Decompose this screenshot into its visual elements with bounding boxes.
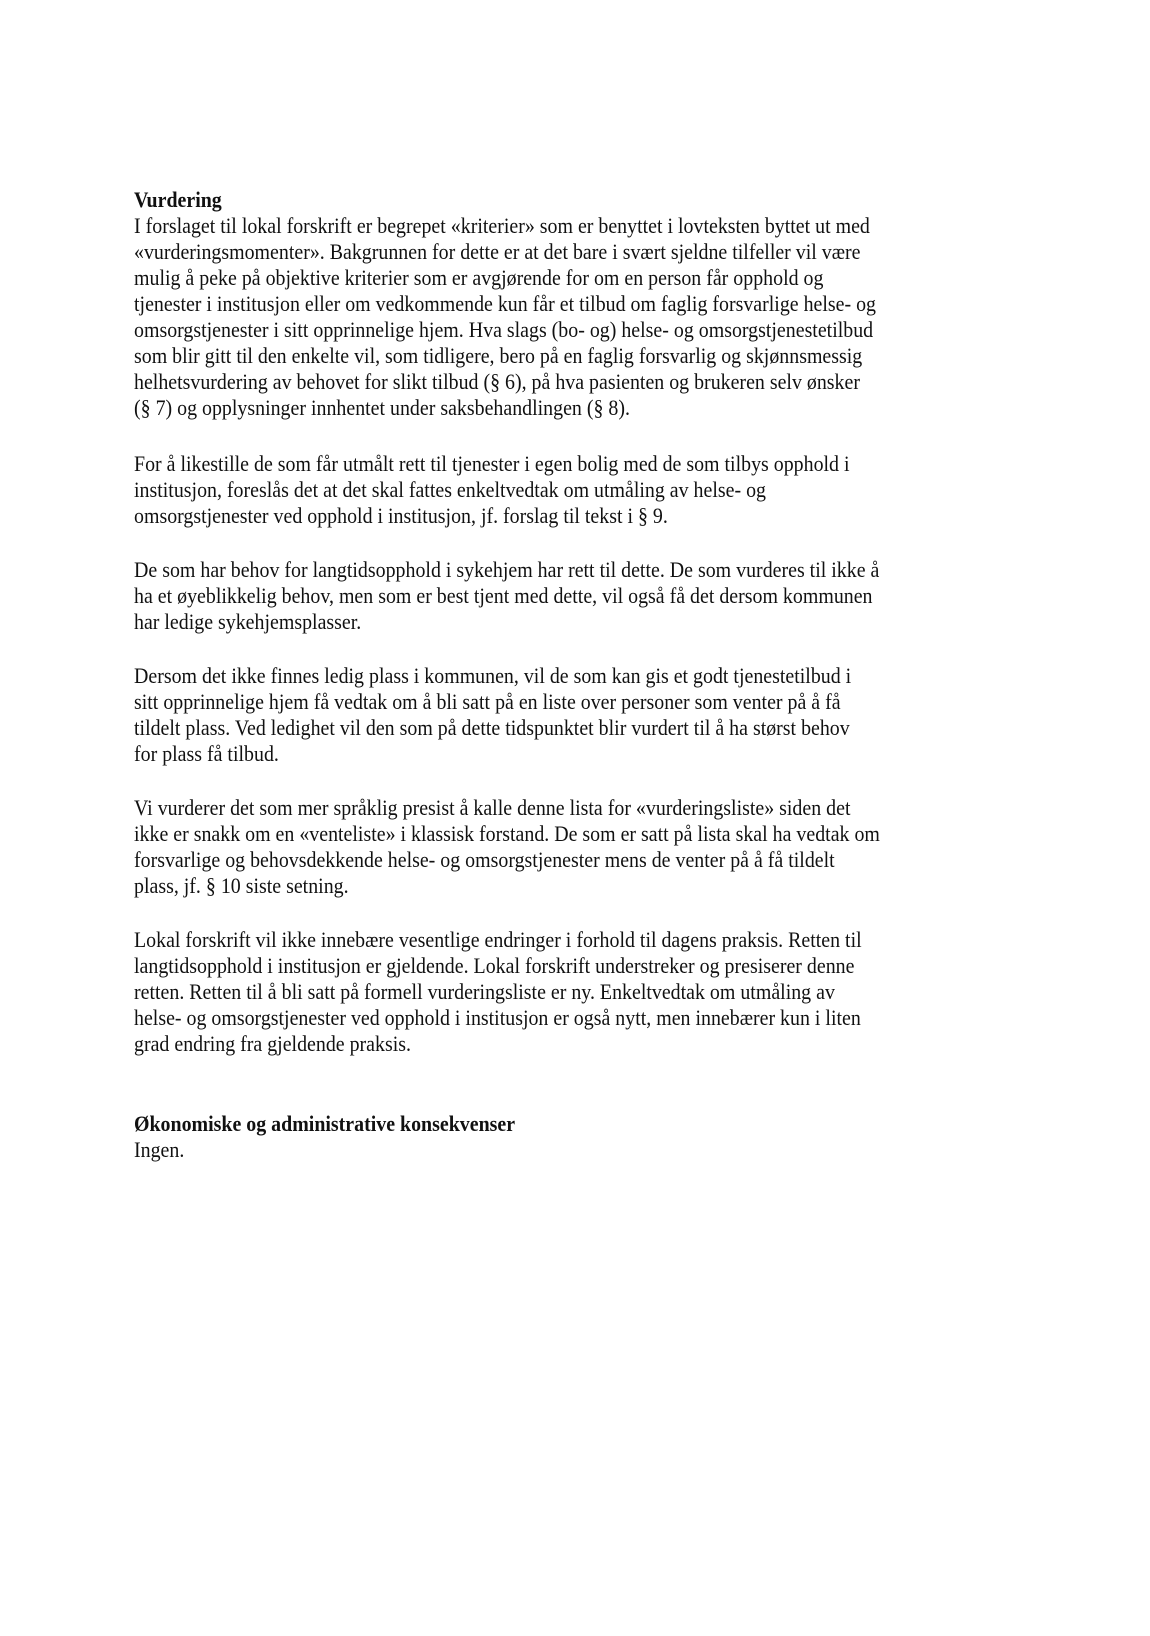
text-line: «vurderingsmomenter». Bakgrunnen for dette er at det bare i svært sjeldne tilfeller vil være (134, 239, 861, 264)
text-line: forsvarlige og behovsdekkende helse- og omsorgstjenester mens de venter på å få tildelt (134, 847, 835, 872)
text-line: (§ 7) og opplysninger innhentet under saksbehandlingen (§ 8). (134, 395, 630, 420)
text-line: institusjon, foreslås det at det skal fattes enkeltvedtak om utmåling av helse- og (134, 477, 766, 502)
text-line: tildelt plass. Ved ledighet vil den som på dette tidspunktet blir vurdert til å ha størst behov (134, 715, 850, 740)
text-line: grad endring fra gjeldende praksis. (134, 1031, 411, 1056)
text-line: mulig å peke på objektive kriterier som er avgjørende for om en person får opphold og (134, 265, 824, 290)
text-line: Vi vurderer det som mer språklig presist å kalle denne lista for «vurderingsliste» siden det (134, 795, 851, 820)
section-heading-vurdering: Vurdering (134, 187, 222, 212)
text-line: Lokal forskrift vil ikke innebære vesentlige endringer i forhold til dagens praksis. Retten til (134, 927, 862, 952)
text-line: sitt opprinnelige hjem få vedtak om å bli satt på en liste over personer som venter på å få (134, 689, 841, 714)
text-line: omsorgstjenester ved opphold i institusjon, jf. forslag til tekst i § 9. (134, 503, 668, 528)
section-heading-konsekvenser: Økonomiske og administrative konsekvenser (134, 1111, 516, 1136)
text-line: ikke er snakk om en «venteliste» i klassisk forstand. De som er satt på lista skal ha vedtak om (134, 821, 880, 846)
text-line: langtidsopphold i institusjon er gjeldende. Lokal forskrift understreker og presiserer denne (134, 953, 855, 978)
text-line: Ingen. (134, 1137, 185, 1162)
text-line: helse- og omsorgstjenester ved opphold i institusjon er også nytt, men innebærer kun i liten (134, 1005, 861, 1030)
text-line: tjenester i institusjon eller om vedkommende kun får et tilbud om faglig forsvarlige helse- og (134, 291, 877, 316)
text-line: For å likestille de som får utmålt rett til tjenester i egen bolig med de som tilbys opphold i (134, 451, 850, 476)
text-line: plass, jf. § 10 siste setning. (134, 873, 349, 898)
text-line: I forslaget til lokal forskrift er begrepet «kriterier» som er benyttet i lovteksten byttet ut med (134, 213, 870, 238)
text-line: har ledige sykehjemsplasser. (134, 609, 362, 634)
text-line: helhetsvurdering av behovet for slikt tilbud (§ 6), på hva pasienten og brukeren selv ønsker (134, 369, 860, 394)
text-line: ha et øyeblikkelig behov, men som er best tjent med dette, vil også få det dersom kommunen (134, 583, 873, 608)
text-line: Dersom det ikke finnes ledig plass i kommunen, vil de som kan gis et godt tjenestetilbud i (134, 663, 852, 688)
text-line: for plass få tilbud. (134, 741, 279, 766)
text-line: retten. Retten til å bli satt på formell vurderingsliste er ny. Enkeltvedtak om utmåling av (134, 979, 835, 1004)
text-line: De som har behov for langtidsopphold i sykehjem har rett til dette. De som vurderes til ikke å (134, 557, 880, 582)
text-line: omsorgstjenester i sitt opprinnelige hjem. Hva slags (bo- og) helse- og omsorgstjenestetilbud (134, 317, 874, 342)
text-line: som blir gitt til den enkelte vil, som tidligere, bero på en faglig forsvarlig og skjønnsmessig (134, 343, 863, 368)
